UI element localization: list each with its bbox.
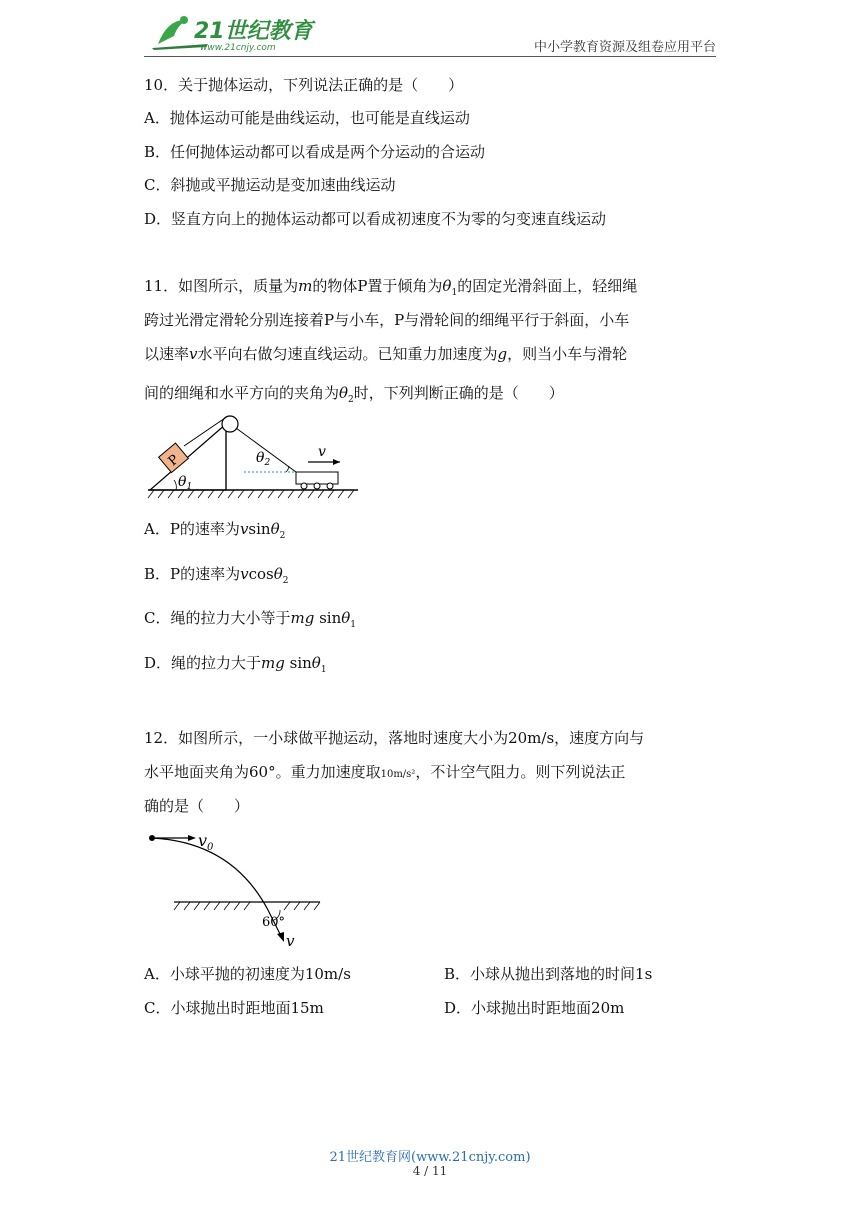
q11-stem-line1: 11．如图所示，质量为m的物体P置于倾角为$\theta_1$的固定光滑斜面上，轻细绳 [144,277,638,298]
svg-text:v: v [286,932,295,950]
platform-name: 中小学教育资源及组卷应用平台 [533,40,716,55]
svg-text:www.21cnjy.com: www.21cnjy.com [200,43,276,53]
q11-option-c: C．绳的拉力大小等于mg sinθ$_1$ [144,609,357,630]
q12-option-c: C．小球抛出时距地面15m [144,999,324,1017]
q12-stem-line3: 确的是（ ） [144,797,250,815]
svg-text:P: P [165,452,183,470]
q10-option-a: A．抛体运动可能是曲线运动，也可能是直线运动 [144,109,470,127]
svg-text:21世纪教育: 21世纪教育 [194,19,313,44]
q10-option-b: B．任何抛体运动都可以看成是两个分运动的合运动 [144,143,486,161]
footer-site-link[interactable]: 21世纪教育网(www.21cnjy.com) [329,1150,531,1165]
q11-figure [144,410,364,500]
q11-option-a: A．P的速率为vsinθ$_2$ [144,520,286,541]
q12-option-a: A．小球平抛的初速度为10m/s [144,965,351,983]
q11-stem-line3: 以速率v水平向右做匀速直线运动。已知重力加速度为g，则当小车与滑轮 [144,345,628,363]
q11-option-b: B．P的速率为vcosθ$_2$ [144,565,289,586]
q10-option-c: C．斜抛或平抛运动是变加速曲线运动 [144,176,396,194]
q12-option-b: B．小球从抛出到落地的时间1s [444,965,653,983]
page-number: 4 / 11 [412,1164,448,1178]
q12-figure [144,826,334,952]
q11-stem-line4: 间的细绳和水平方向的夹角为$\theta_2$时，下列判断正确的是（ ） [144,384,564,405]
q12-option-d: D．小球抛出时距地面20m [444,999,625,1017]
q10-stem: 10．关于抛体运动，下列说法正确的是（ ） [144,76,464,94]
svg-text:v0: $v_0$ [198,831,214,853]
svg-text:60°: 60° [262,915,286,930]
header-divider [144,56,716,57]
q11-stem-line2: 跨过光滑定滑轮分别连接着P与小车，P与滑轮间的细绳平行于斜面，小车 [144,311,630,329]
svg-text:v: v [318,444,326,460]
q10-option-d: D．竖直方向上的抛体运动都可以看成初速度不为零的匀变速直线运动 [144,210,607,228]
q11-option-d: D．绳的拉力大于mg sinθ$_1$ [144,654,327,675]
q12-stem-line1: 12．如图所示，一小球做平抛运动，落地时速度大小为20m/s，速度方向与 [144,729,645,747]
site-logo [148,10,318,54]
svg-text:θ1: $\theta_1$ [178,474,193,492]
svg-text:θ2: $\theta_2$ [256,450,271,468]
q12-stem-line2: 水平地面夹角为60°。重力加速度取10m/s²，不计空气阻力。则下列说法正 [144,763,626,781]
